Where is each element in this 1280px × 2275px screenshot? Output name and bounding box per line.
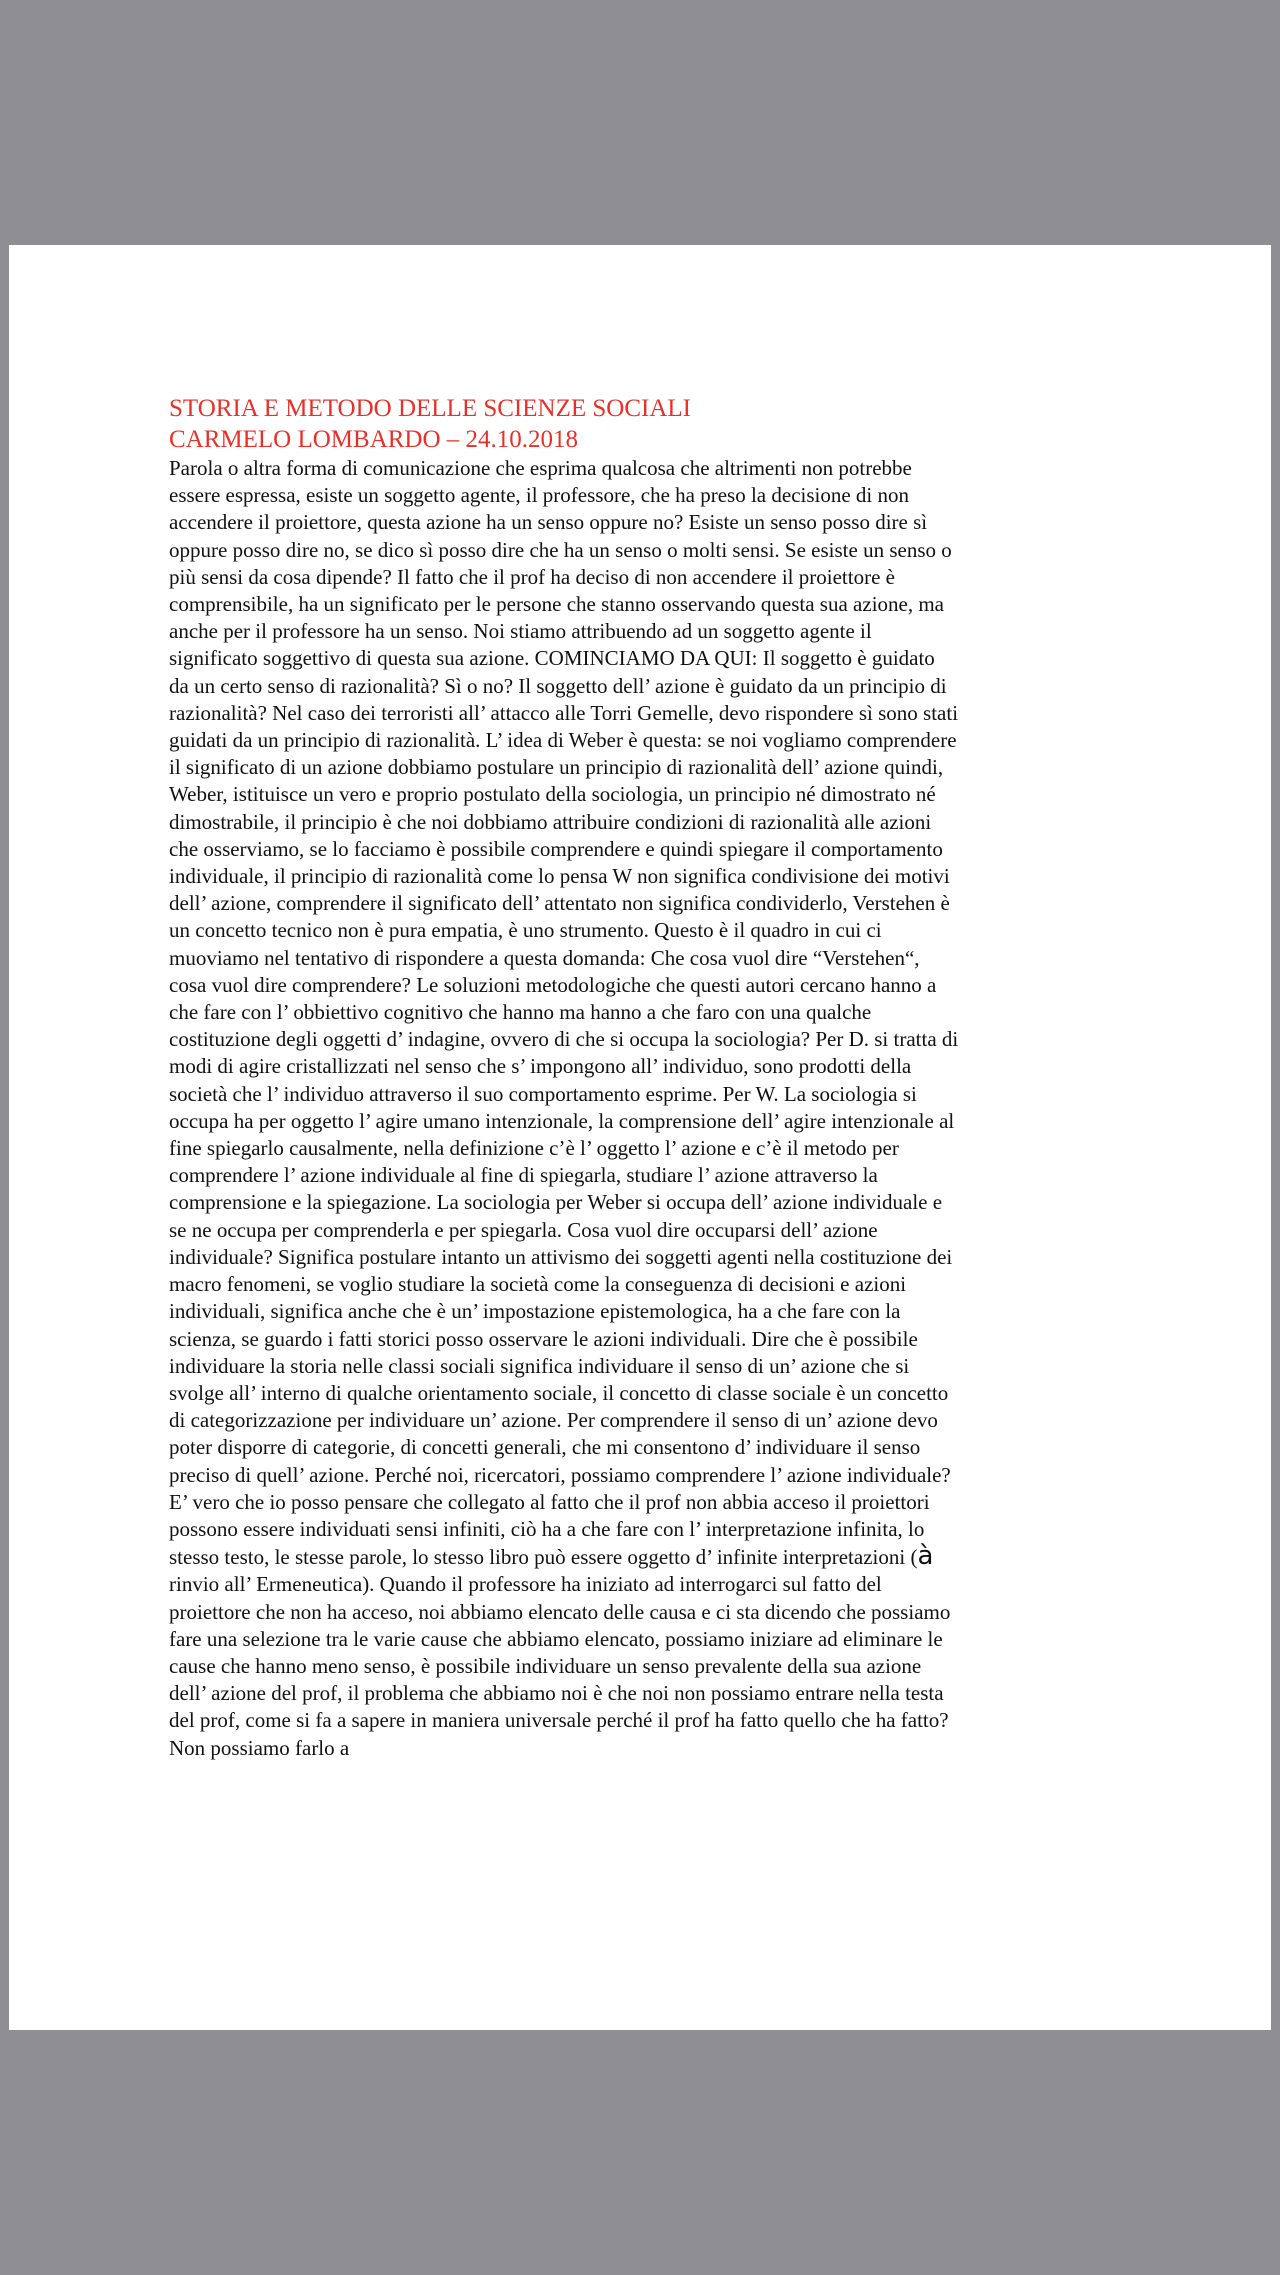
body-text-part1: Parola o altra forma di comunicazione che esprima qualcosa che altrimenti non potrebbe essere espressa, esiste un soggetto agente, il professore, che ha preso la decisione di non accendere il proiettore, questa azione ha un senso oppure no? Esiste un senso posso dire sì oppure posso dire no, se dico sì posso dire che ha un senso o molti sensi. Se esiste un senso o più sensi da cosa dipende? Il fatto che il prof ha deciso di non accendere il proiettore è comprensibile, ha un significato per le persone che stanno osservando questa sua azione, ma anche per il professore ha un senso. Noi stiamo attribuendo ad un soggetto agente il significato soggettivo di questa sua azione. COMINCIAMO DA QUI: Il soggetto è guidato da un certo senso di razionalità? Sì o no? Il soggetto dell’ azione è guidato da un principio di razionalità? Nel caso dei terroristi all’ attacco alle Torri Gemelle, devo rispondere sì sono stati guidati da un principio di razionalità. L’ idea di Weber è questa: se noi vogliamo comprendere il significato di un azione dobbiamo postulare un principio di razionalità dell’ azione quindi, Weber, istituisce un vero e proprio postulato della sociologia, un principio né dimostrato né dimostrabile, il principio è che noi dobbiamo attribuire condizioni di razionalità alle azioni che osserviamo, se lo facciamo è possibile comprendere e quindi spiegare il comportamento individuale, il principio di razionalità come lo pensa W non significa condivisione dei motivi dell’ azione, comprendere il significato dell’ attentato non significa condividerlo, Verstehen è un concetto tecnico non è pura empatia, è uno strumento. Questo è il quadro in cui ci muoviamo nel tentativo di rispondere a questa domanda: Che cosa vuol dire “Verstehen“, cosa vuol dire comprendere? Le soluzioni metodologiche che questi autori cercano hanno a che fare con l’ obbiettivo cognitivo che hanno ma hanno a che faro con una qualche costituzione degli oggetti d’ indagine, ovvero di che si occupa la sociologia? Per D. si tratta di modi di agire cristallizzati nel senso che s’ impongono all’ individuo, sono prodotti della società che l’ individuo attraverso il suo comportamento esprime. Per W. La sociologia si occupa ha per oggetto l’ agire umano intenzionale, la comprensione dell’ agire intenzionale al fine spiegarlo causalmente, nella definizione c’è l’ oggetto l’ azione e c’è il metodo per comprendere l’ azione individuale al fine di spiegarla, studiare l’ azione attraverso la comprensione e la spiegazione. La sociologia per Weber si occupa dell’ azione individuale e se ne occupa per comprenderla e per spiegarla. Cosa vuol dire occuparsi dell’ azione individuale? Significa postulare intanto un attivismo dei soggetti agenti nella costituzione dei macro fenomeni, se voglio studiare la società come la conseguenza di decisioni e azioni individuali, significa anche che è un’ impostazione epistemologica, ha a che fare con la scienza, se guardo i fatti storici posso osservare le azioni individuali. Dire che è possibile individuare la storia nelle classi sociali significa individuare il senso di un’ azione che si svolge all’ interno di qualche orientamento sociale, il concetto di classe sociale è un concetto di categorizzazione per individuare un’ azione. Per comprendere il senso di un’ azione devo poter disporre di categorie, di concetti generali, che mi consentono d’ individuare il senso preciso di quell’ azione. Perché noi, ricercatori, possiamo comprendere l’ azione individuale? E’ vero che io posso pensare che collegato al fatto che il prof non abbia acceso il proiettori possono essere individuati sensi infiniti, ciò ha a che fare con l’ interpretazione infinita, lo stesso testo, le stesse parole, lo stesso libro può essere oggetto d’ infinite interpretazioni (: [169, 456, 959, 1570]
document-subtitle: CARMELO LOMBARDO – 24.10.2018: [169, 426, 579, 453]
document-body: [169, 455, 959, 1762]
document-title: STORIA E METODO DELLE SCIENZE SOCIALI: [169, 395, 691, 422]
body-text-part2: rinvio all’ Ermeneutica). Quando il professore ha iniziato ad interrogarci sul fatto del proiettore che non ha acceso, noi abbiamo elencato delle causa e ci sta dicendo che possiamo fare una selezione tra le varie cause che abbiamo elencato, possiamo iniziare ad eliminare le cause che hanno meno senso, è possibile individuare un senso prevalente della sua azione dell’ azione del prof, il problema che abbiamo noi è che noi non possiamo entrare nella testa del prof, come si fa a sapere in maniera universale perché il prof ha fatto quello che ha fatto? Non possiamo farlo a: [169, 1572, 951, 1760]
arrow-symbol: à: [917, 1541, 934, 1572]
document-content: [169, 393, 959, 1762]
document-page: [9, 245, 1271, 2030]
